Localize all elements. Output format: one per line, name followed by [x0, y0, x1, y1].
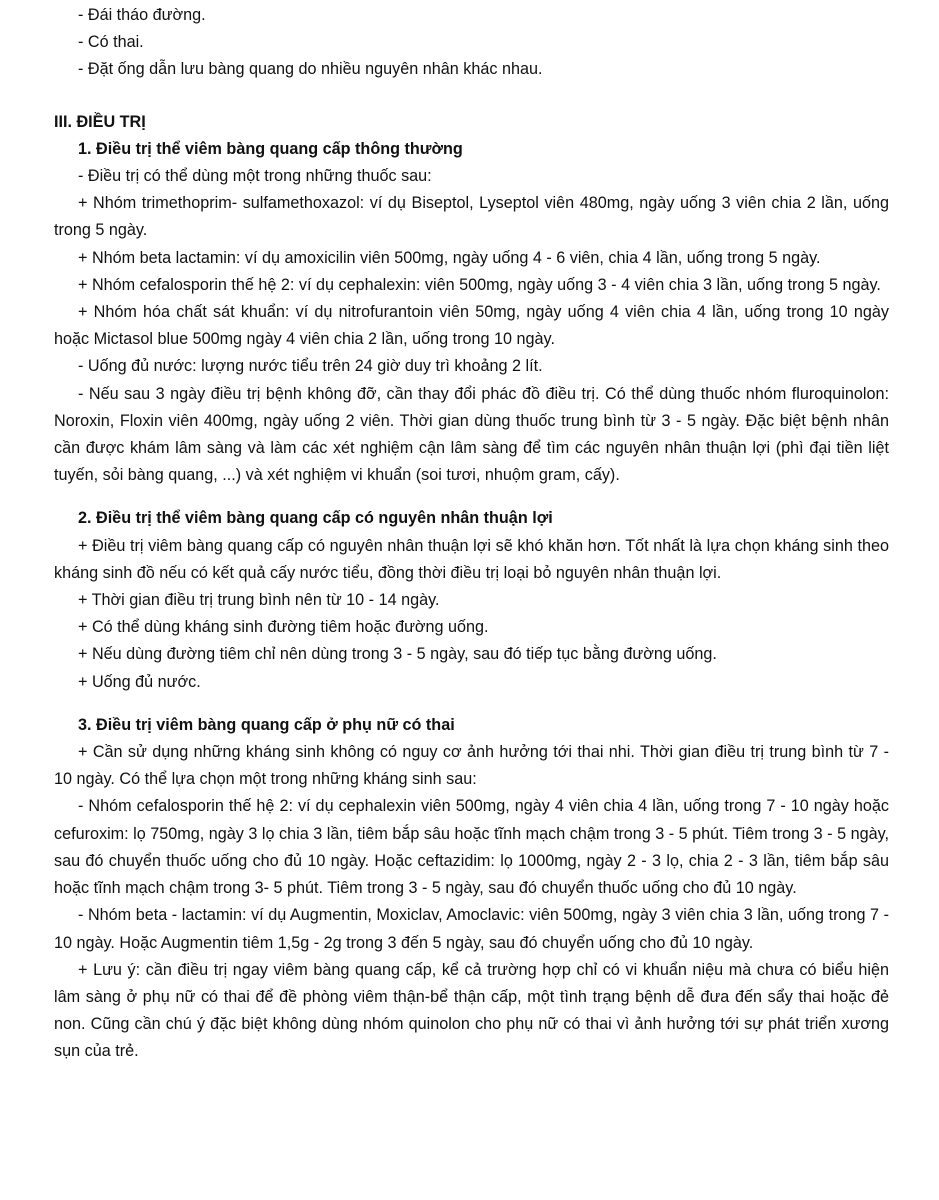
paragraph: + Nhóm beta lactamin: ví dụ amoxicilin viên 500mg, ngày uống 4 - 6 viên, chia 4 lần, uống trong 5 ngày.: [78, 248, 821, 267]
list-item: - Đặt ống dẫn lưu bàng quang do nhiều nguyên nhân khác nhau.: [78, 60, 543, 79]
list-item: - Đái tháo đường.: [78, 6, 206, 24]
paragraph: + Nhóm cefalosporin thế hệ 2: ví dụ cephalexin: viên 500mg, ngày uống 3 - 4 viên chia 3 lần, uống trong 5 ngày.: [78, 275, 881, 294]
paragraph: + Cần sử dụng những kháng sinh không có nguy cơ ảnh hưởng tới thai nhi. Thời gian điều trị trung bình từ 7 - 10 ngày. Có thể lựa chọn một trong những kháng sinh sau:: [54, 743, 889, 789]
paragraph: + Nhóm trimethoprim- sulfamethoxazol: ví dụ Biseptol, Lyseptol viên 480mg, ngày uống 3 viên chia 2 lần, uống trong 5 ngày.: [54, 194, 889, 240]
paragraph: - Nếu sau 3 ngày điều trị bệnh không đỡ, cần thay đổi phác đồ điều trị. Có thể dùng thuốc nhóm fluroquinolon: Noroxin, Floxin viên 400mg, ngày uống 2 viên. Thời gian dùng thuốc trung bình từ 3 - 5 ngày. Đặc biệt bệnh nhân cần được khám lâm sàng và làm các xét nghiệm cận lâm sàng để tìm các nguyên nhân thuận lợi (phì đại tiền liệt tuyến, sỏi bàng quang, ...) và xét nghiệm vi khuẩn (soi tươi, nhuộm gram, cấy).: [54, 384, 889, 485]
subsection-heading: 1. Điều trị thể viêm bàng quang cấp thông thường: [78, 139, 463, 158]
subsection-heading: 3. Điều trị viêm bàng quang cấp ở phụ nữ có thai: [78, 715, 455, 734]
paragraph: + Nhóm hóa chất sát khuẩn: ví dụ nitrofurantoin viên 50mg, ngày uống 4 viên chia 4 lần, uống trong 10 ngày hoặc Mictasol blue 500mg ngày 4 viên chia 2 lần, uống trong 10 ngày.: [54, 303, 889, 349]
paragraph: - Uống đủ nước: lượng nước tiểu trên 24 giờ duy trì khoảng 2 lít.: [78, 357, 543, 376]
paragraph: + Uống đủ nước.: [78, 672, 201, 691]
paragraph: - Điều trị có thể dùng một trong những thuốc sau:: [78, 167, 432, 186]
paragraph: + Có thể dùng kháng sinh đường tiêm hoặc đường uống.: [78, 618, 489, 637]
paragraph: - Nhóm beta - lactamin: ví dụ Augmentin, Moxiclav, Amoclavic: viên 500mg, ngày 3 viên chia 3 lần, uống trong 7 - 10 ngày. Hoặc Augmentin tiêm 1,5g - 2g trong 3 đến 5 ngày, sau đó chuyển uống cho đủ 10 ngày.: [54, 906, 889, 952]
paragraph: + Lưu ý: cần điều trị ngay viêm bàng quang cấp, kể cả trường hợp chỉ có vi khuẩn niệu mà chưa có biểu hiện lâm sàng ở phụ nữ có thai để đề phòng viêm thận-bể thận cấp, một tình trạng bệnh dễ đưa đến sẩy thai hoặc đẻ non. Cũng cần chú ý đặc biệt không dùng nhóm quinolon cho phụ nữ có thai vì ảnh hưởng tới sự phát triển xương sụn của trẻ.: [54, 960, 889, 1061]
paragraph: + Điều trị viêm bàng quang cấp có nguyên nhân thuận lợi sẽ khó khăn hơn. Tốt nhất là lựa chọn kháng sinh theo kháng sinh đồ nếu có kết quả cấy nước tiểu, đồng thời điều trị loại bỏ nguyên nhân thuận lợi.: [54, 536, 889, 582]
list-item: - Có thai.: [78, 33, 144, 52]
subsection-heading: 2. Điều trị thể viêm bàng quang cấp có nguyên nhân thuận lợi: [78, 509, 553, 528]
paragraph: + Nếu dùng đường tiêm chỉ nên dùng trong 3 - 5 ngày, sau đó tiếp tục bằng đường uống.: [78, 645, 717, 664]
paragraph: - Nhóm cefalosporin thế hệ 2: ví dụ cephalexin viên 500mg, ngày 4 viên chia 4 lần, uống trong 7 - 10 ngày hoặc cefuroxim: lọ 750mg, ngày 3 lọ chia 3 lần, tiêm bắp sâu hoặc tĩnh mạch chậm trong 3 - 5 phút. Tiêm trong 3 - 5 ngày, sau đó chuyển thuốc uống cho đủ 10 ngày. Hoặc ceftazidim: lọ 1000mg, ngày 2 - 3 lọ, chia 2 - 3 lần, tiêm bắp sâu hoặc tĩnh mạch chậm trong 3- 5 phút. Tiêm trong 3 - 5 ngày, sau đó chuyển thuốc uống cho đủ 10 ngày.: [54, 797, 889, 898]
section-heading: III. ĐIỀU TRỊ: [54, 112, 146, 131]
paragraph: + Thời gian điều trị trung bình nên từ 10 - 14 ngày.: [78, 591, 440, 610]
